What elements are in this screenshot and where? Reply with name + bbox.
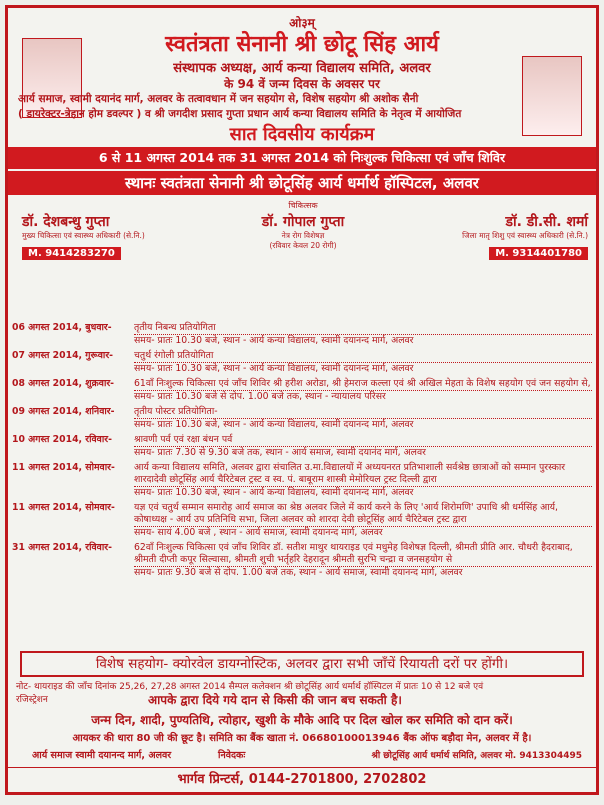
om-heading: ओ३म् <box>289 16 315 30</box>
doctor-2-name: डॉ. गोपाल गुप्ता <box>261 214 345 230</box>
venue-banner: स्थानः स्वतंत्रता सेनानी श्री छोटूसिंह आर्य धर्मार्थ हॉस्पिटल, अलवर <box>8 171 596 195</box>
donation-line: आपके द्वारा दिये गये दान से किसी की जान बच सकती है। <box>148 693 402 707</box>
schedule-event: यज्ञ एवं चतुर्थ सम्मान समारोह आर्य समाज का श्रेष्ठ अलवर जिले में कार्य करने के लिए 'आर्य शिरोमणि' उपाधि श्री धर्मसिंह आर्य, कोषाध्यक्ष - आर्य उप प्रतिनिधि सभा, जिला अलवर को शारदा देवी छोटूसिंह आर्य चैरिटेबल ट्रस्ट द्वारा <box>134 502 592 527</box>
schedule-row <box>12 350 592 375</box>
registration-label: रजिस्ट्रेशन <box>16 695 48 705</box>
schedule-date: 09 अगस्त 2014, शनिवार- <box>12 406 115 417</box>
schedule-date: 11 अगस्त 2014, सोमवार- <box>12 462 115 473</box>
schedule-detail: समय- प्रातः 10.30 बजे से दोप. 1.00 बजे तक, स्थान - न्यायालय परिसर <box>134 391 386 402</box>
schedule-event: श्रावणी पर्व एवं रक्षा बंधन पर्व <box>134 434 592 447</box>
schedule-event: 62वाँ निःशुल्क चिकित्सा एवं जाँच शिविर डॉ. सतीश माथुर थायराइड एवं मधुमेह विशेषज्ञ दिल्ली, श्रीमती प्रीति आर. चौधरी हैदराबाद, श्रीमती दीप्ती कपूर सिल्वासा, श्रीमती शुची भर्तृहरि देहरादून श्रीमती सुरभि चन्द्रा व जनसहयोग से <box>134 542 592 567</box>
arya-samaj-org: आर्य समाज स्वामी दयानन्द मार्ग, अलवर <box>32 750 172 761</box>
poster <box>5 5 599 795</box>
schedule-row <box>12 542 592 579</box>
schedule-date: 31 अगस्त 2014, रविवार- <box>12 542 112 553</box>
schedule-date: 07 अगस्त 2014, गुरूवार- <box>12 350 114 361</box>
schedule-event: चतुर्थ रंगोली प्रतियोगिता <box>134 350 592 363</box>
schedule-detail: समय- सायं 4.00 बजे , स्थान - आर्य समाज, स्वामी दयानन्द मार्ग, अलवर <box>134 527 383 538</box>
camp-banner: 6 से 11 अगस्त 2014 तक 31 अगस्त 2014 को निःशुल्क चिकित्सा एवं जाँच शिविर <box>8 147 596 169</box>
doctor-1 <box>22 212 202 260</box>
schedule-detail: समय- प्रातः 10.30 बजे, स्थान - आर्य कन्या विद्यालय, स्वामी दयानन्द मार्ग, अलवर <box>134 419 414 430</box>
schedule-detail: समय- प्रातः 10.30 बजे, स्थान - आर्य कन्या विद्यालय, स्वामी दयानन्द मार्ग, अलवर <box>134 487 414 498</box>
schedule-detail: समय- प्रातः 7.30 से 9.30 बजे तक, स्थान - आर्य समाज, स्वामी दयानंद मार्ग, अलवर <box>134 447 426 458</box>
schedule-row <box>12 378 592 403</box>
special-support-box <box>20 651 584 677</box>
schedule-date: 06 अगस्त 2014, बुधवार- <box>12 322 112 333</box>
special-support-text: विशेष सहयोग- क्योरवेल डायग्नोस्टिक, अलवर द्वारा सभी जाँचें रियायती दरों पर होंगी। <box>95 656 509 672</box>
schedule-row <box>12 406 592 431</box>
schedule-date: 11 अगस्त 2014, सोमवार- <box>12 502 115 513</box>
doctor-3 <box>408 212 588 260</box>
schedule-date: 10 अगस्त 2014, रविवार- <box>12 434 112 445</box>
doctor-heading: चिकित्सक <box>288 201 318 210</box>
schedule-row <box>12 502 592 539</box>
printer-credit: भार्गव प्रिन्टर्स, 0144-2701800, 2702802 <box>8 767 596 792</box>
tax-and-bank: आयकर की धारा 80 जी की छूट है। समिति का बैंक खाता नं. 06680100013946 बैंक ऑफ बड़ौदा मेन, अलवर में है। <box>72 733 532 744</box>
request-label: निवेदकः <box>218 750 246 761</box>
schedule-event: तृतीय निबन्ध प्रतियोगिता <box>134 322 592 335</box>
thyroid-note: नोट- थायराइड की जाँच दिनांक 25,26, 27,28 अगस्त 2014 सैम्पल कलेक्शन श्री छोटूसिंह आर्य धर्मार्थ हॉस्पिटल में प्रातः 10 से 12 बजे एवं <box>16 682 484 692</box>
doctor-1-note: मुख्य चिकित्सा एवं स्वास्थ्य अधिकारी (से.नि.) <box>22 231 145 240</box>
doctor-2 <box>228 212 378 251</box>
subtitle-2: के 94 वें जन्म दिवस के अवसर पर <box>224 77 380 91</box>
doctor-2-note-2: (रविवार केवल 20 रोगी) <box>269 241 337 250</box>
intro-line-2: ( डायरेक्टर-त्रेहान होम डवल्पर ) व श्री जगदीश प्रसाद गुप्ता प्रधान आर्य कन्या विद्यालय समिति के नेतृत्व में आयोजित <box>18 108 462 120</box>
trust-org: श्री छोटूसिंह आर्य धर्मार्थ समिति, अलवर मो. 9413304495 <box>371 751 582 761</box>
program-title: सात दिवसीय कार्यक्रम <box>229 124 375 145</box>
schedule-detail: समय- प्रातः 10.30 बजे, स्थान - आर्य कन्या विद्यालय, स्वामी दयानन्द मार्ग, अलवर <box>134 335 414 346</box>
schedule-event: तृतीय पोस्टर प्रतियोगिता- <box>134 406 592 419</box>
main-title: स्वतंत्रता सेनानी श्री छोटू सिंह आर्य <box>165 32 439 57</box>
donation-appeal: जन्म दिन, शादी, पुण्यतिथि, त्योहार, खुशी के मौके आदि पर दिल खोल कर समिति को दान करें। <box>91 713 513 727</box>
schedule-row <box>12 462 592 499</box>
intro-line-1: आर्य समाज, स्वामी दयानंद मार्ग, अलवर के तत्वावधान में जन सहयोग से, विशेष सहयोग श्री अशोक सैनी <box>18 93 419 105</box>
doctor-3-phone: M. 9314401780 <box>489 247 588 260</box>
schedule-row <box>12 434 592 459</box>
doctor-3-note: जिला मातृ शिशु एवं स्वास्थ्य अधिकारी (से.नि.) <box>462 231 588 240</box>
schedule-event: 61वाँ निःशुल्क चिकित्सा एवं जाँच शिविर श्री हरीश अरोडा, श्री हेमराज कल्ला एवं श्री अखिल मेहता के विशेष सहयोग एवं जन सहयोग से, <box>134 378 591 389</box>
schedule-row <box>12 322 592 347</box>
schedule-date: 08 अगस्त 2014, शुक्रवार- <box>12 378 115 389</box>
schedule-detail: समय- प्रातः 9.30 बजे से दोप. 1.00 बजे तक, स्थान - आर्य समाज, स्वामी दयानन्द मार्ग, अलवर <box>134 567 463 578</box>
doctor-2-note: नेत्र रोग विशेषज्ञ <box>281 231 325 240</box>
doctor-1-phone: M. 9414283270 <box>22 247 121 260</box>
doctor-1-name: डॉ. देशबन्धु गुप्ता <box>22 214 110 230</box>
schedule-detail: समय- प्रातः 10.30 बजे, स्थान - आर्य कन्या विद्यालय, स्वामी दयानन्द मार्ग, अलवर <box>134 363 414 374</box>
subtitle-1: संस्थापक अध्यक्ष, आर्य कन्या विद्यालय समिति, अलवर <box>173 61 431 76</box>
doctor-3-name: डॉ. डी.सी. शर्मा <box>505 214 588 230</box>
schedule-event: आर्य कन्या विद्यालय समिति, अलवर द्वारा संचालित उ.मा.विद्यालयों में अध्ययनरत प्रतिभाशाली सर्वश्रेष्ठ छात्राओं को सम्मान पुरस्कार शारदादेवी छोटूसिंह आर्य चैरिटेबल ट्रस्ट व स्व. पं. बाबूराम शास्त्री मेमोरियल ट्रस्ट दिल्ली द्वारा <box>134 462 592 487</box>
schedule-list <box>12 322 592 582</box>
